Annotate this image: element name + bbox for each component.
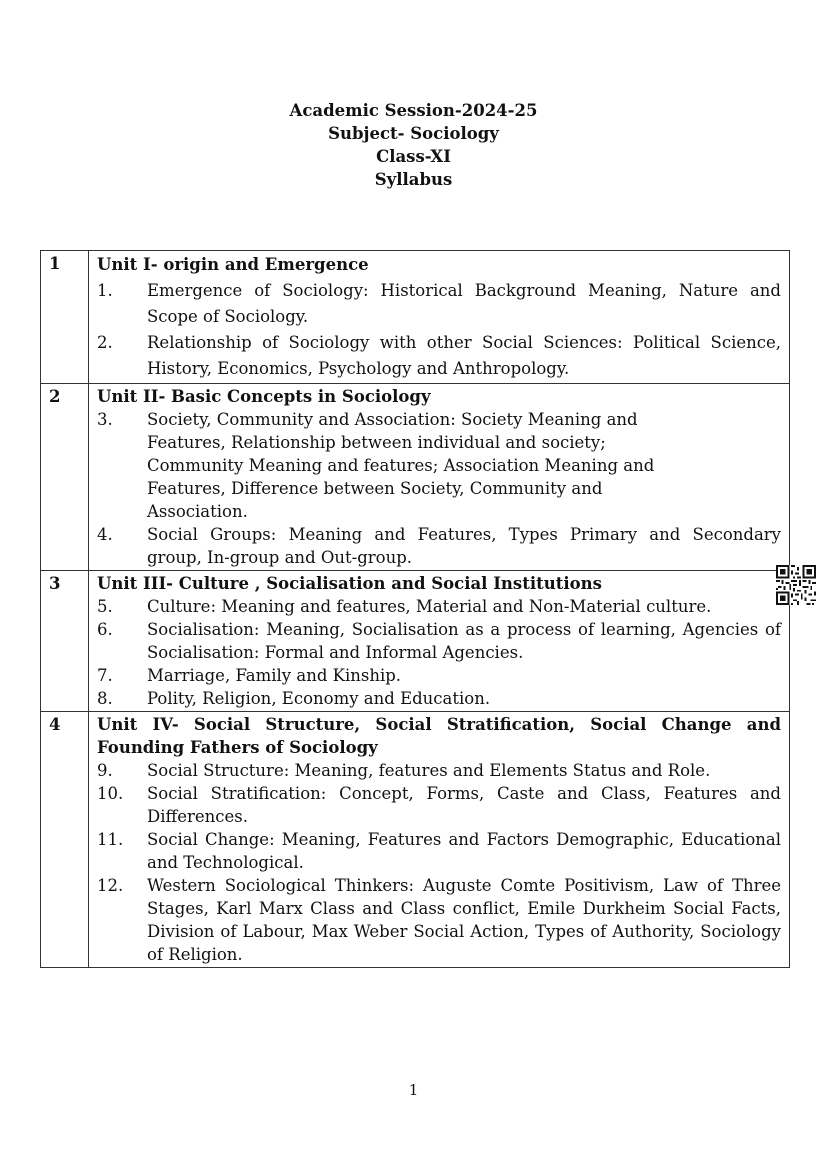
qr-code-icon bbox=[776, 565, 816, 605]
page-number: 1 bbox=[408, 1081, 419, 1099]
unit-number: 3 bbox=[41, 571, 89, 712]
item-number: 5. bbox=[97, 597, 113, 616]
list-item bbox=[97, 664, 781, 687]
list-item bbox=[97, 523, 781, 569]
item-number: 3. bbox=[97, 410, 113, 429]
unit-number: 2 bbox=[41, 384, 89, 571]
item-text: Marriage, Family and Kinship. bbox=[147, 666, 402, 685]
unit-content bbox=[89, 712, 790, 968]
item-text: Society, Community and Association: Society Meaning and Features, Relationship between individual and society; Community Meaning and features; Association Meaning and Features, Difference between Society, Community and Association. bbox=[147, 410, 655, 521]
unit-content bbox=[89, 571, 790, 712]
table-row bbox=[41, 384, 790, 571]
item-number: 8. bbox=[97, 689, 113, 708]
unit-title: Unit I- origin and Emergence bbox=[97, 255, 369, 274]
unit-title: Unit IV- Social Structure, Social Stratification, Social Change and Founding Fathers of Sociology bbox=[97, 715, 781, 757]
item-number: 11. bbox=[97, 830, 124, 849]
item-number: 12. bbox=[97, 876, 124, 895]
syllabus-table bbox=[40, 250, 790, 968]
list-item bbox=[97, 618, 781, 664]
unit-title: Unit III- Culture , Socialisation and Social Institutions bbox=[97, 574, 602, 593]
item-text: Culture: Meaning and features, Material and Non-Material culture. bbox=[147, 597, 712, 616]
list-item bbox=[97, 759, 781, 782]
item-number: 4. bbox=[97, 525, 113, 544]
list-item bbox=[97, 330, 781, 382]
item-number: 10. bbox=[97, 784, 124, 803]
unit-number: 1 bbox=[41, 251, 89, 384]
syllabus-title: Syllabus bbox=[374, 170, 453, 189]
list-item bbox=[97, 278, 781, 330]
list-item bbox=[97, 874, 781, 966]
unit-number: 4 bbox=[41, 712, 89, 968]
item-number: 1. bbox=[97, 281, 113, 300]
item-text: Socialisation: Meaning, Socialisation as a process of learning, Agencies of Socialisation: Formal and Informal Agencies. bbox=[147, 620, 781, 662]
item-text: Polity, Religion, Economy and Education. bbox=[147, 689, 491, 708]
item-text: Social Groups: Meaning and Features, Types Primary and Secondary group, In-group and Out-group. bbox=[147, 525, 781, 567]
item-number: 7. bbox=[97, 666, 113, 685]
table-row bbox=[41, 251, 790, 384]
list-item bbox=[97, 408, 781, 523]
list-item bbox=[97, 782, 781, 828]
unit-content bbox=[89, 384, 790, 571]
list-item bbox=[97, 687, 781, 710]
item-text: Western Sociological Thinkers: Auguste Comte Positivism, Law of Three Stages, Karl Marx Class and Class conflict, Emile Durkheim Social Facts, Division of Labour, Max Weber Social Action, Types of Authority, Sociology of Religion. bbox=[147, 876, 781, 964]
item-text: Relationship of Sociology with other Social Sciences: Political Science, History, Economics, Psychology and Anthropology. bbox=[147, 333, 781, 378]
item-text: Social Structure: Meaning, features and Elements Status and Role. bbox=[147, 761, 711, 780]
item-number: 6. bbox=[97, 620, 113, 639]
list-item bbox=[97, 595, 781, 618]
list-item bbox=[97, 828, 781, 874]
table-row bbox=[41, 571, 790, 712]
academic-session: Academic Session-2024-25 bbox=[289, 101, 538, 120]
class-title: Class-XI bbox=[376, 147, 451, 166]
table-row bbox=[41, 712, 790, 968]
item-text: Social Change: Meaning, Features and Factors Demographic, Educational and Technological. bbox=[147, 830, 781, 872]
item-number: 2. bbox=[97, 333, 113, 352]
unit-content bbox=[89, 251, 790, 384]
item-number: 9. bbox=[97, 761, 113, 780]
item-text: Emergence of Sociology: Historical Background Meaning, Nature and Scope of Sociology. bbox=[147, 281, 781, 326]
item-text: Social Stratification: Concept, Forms, Caste and Class, Features and Differences. bbox=[147, 784, 781, 826]
document-header bbox=[0, 99, 827, 191]
subject-title: Subject- Sociology bbox=[328, 124, 499, 143]
unit-title: Unit II- Basic Concepts in Sociology bbox=[97, 387, 431, 406]
